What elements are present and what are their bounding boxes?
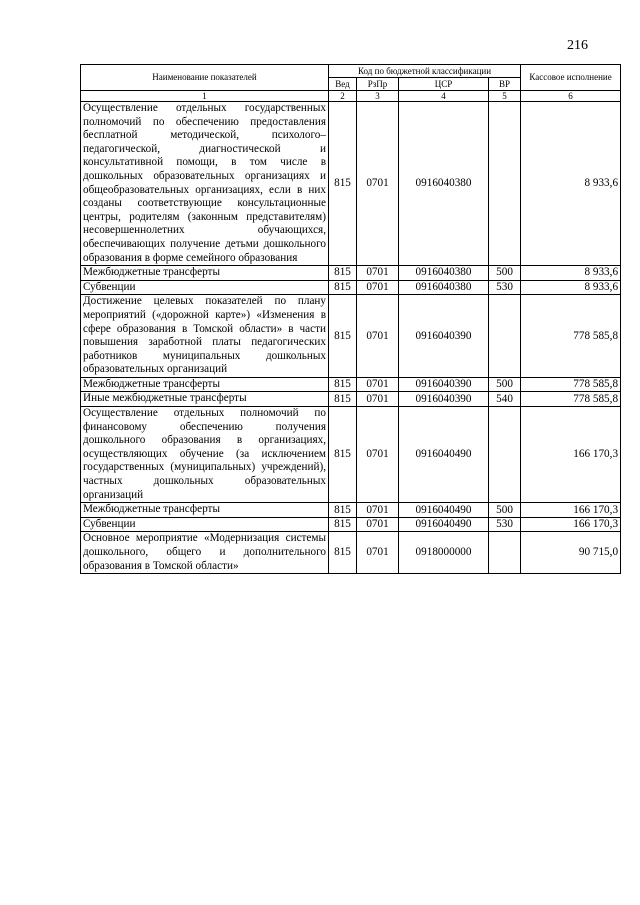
row-name: Основное мероприятие «Модернизация системы дошкольного, общего и дополнительного образования в Томской области» xyxy=(81,532,329,574)
row-vr xyxy=(489,295,521,378)
row-csr: 0916040390 xyxy=(399,392,489,407)
row-vr: 540 xyxy=(489,392,521,407)
row-amount: 778 585,8 xyxy=(521,377,621,392)
page-number: 216 xyxy=(567,38,588,53)
row-csr: 0916040380 xyxy=(399,102,489,266)
col-number: 4 xyxy=(399,91,489,102)
row-name: Межбюджетные трансферты xyxy=(81,266,329,281)
row-amount: 8 933,6 xyxy=(521,280,621,295)
header-code-group: Код по бюджетной классификации xyxy=(329,65,521,78)
row-rzpr: 0701 xyxy=(357,503,399,518)
row-csr: 0918000000 xyxy=(399,532,489,574)
row-ved: 815 xyxy=(329,407,357,503)
header-rzpr: РзПр xyxy=(357,78,399,91)
row-name: Межбюджетные трансферты xyxy=(81,377,329,392)
col-number: 3 xyxy=(357,91,399,102)
row-ved: 815 xyxy=(329,392,357,407)
row-name: Достижение целевых показателей по плану мероприятий («дорожной карте») «Изменения в сфере образования в Томской области» в части повышения заработной платы педагогических работников муниципальных дошкольных образовательных организаций xyxy=(81,295,329,378)
column-number-row xyxy=(81,91,621,102)
row-name: Иные межбюджетные трансферты xyxy=(81,392,329,407)
row-csr: 0916040490 xyxy=(399,517,489,532)
budget-table xyxy=(80,64,621,574)
row-ved: 815 xyxy=(329,266,357,281)
row-csr: 0916040380 xyxy=(399,280,489,295)
row-vr xyxy=(489,102,521,266)
table-row xyxy=(81,280,621,295)
table-row xyxy=(81,295,621,378)
header-cash: Кассовое исполнение xyxy=(521,65,621,91)
header-csr: ЦСР xyxy=(399,78,489,91)
row-amount: 778 585,8 xyxy=(521,295,621,378)
table-row xyxy=(81,392,621,407)
header-ved: Вед xyxy=(329,78,357,91)
col-number: 1 xyxy=(81,91,329,102)
row-ved: 815 xyxy=(329,377,357,392)
row-rzpr: 0701 xyxy=(357,532,399,574)
row-amount: 166 170,3 xyxy=(521,517,621,532)
table-row xyxy=(81,517,621,532)
row-rzpr: 0701 xyxy=(357,295,399,378)
table-row xyxy=(81,407,621,503)
row-rzpr: 0701 xyxy=(357,377,399,392)
table-row xyxy=(81,102,621,266)
row-vr: 530 xyxy=(489,517,521,532)
row-ved: 815 xyxy=(329,280,357,295)
row-amount: 8 933,6 xyxy=(521,102,621,266)
row-amount: 166 170,3 xyxy=(521,407,621,503)
row-ved: 815 xyxy=(329,503,357,518)
row-name: Осуществление отдельных полномочий по финансовому обеспечению получения дошкольного образования в организациях, осуществляющих обучение (за исключением государственных (муниципальных) учреждений), частных дошкольных образовательных организаций xyxy=(81,407,329,503)
table-row xyxy=(81,532,621,574)
row-ved: 815 xyxy=(329,517,357,532)
row-ved: 815 xyxy=(329,295,357,378)
row-vr xyxy=(489,532,521,574)
row-rzpr: 0701 xyxy=(357,266,399,281)
row-vr: 530 xyxy=(489,280,521,295)
row-csr: 0916040490 xyxy=(399,407,489,503)
col-number: 5 xyxy=(489,91,521,102)
row-vr: 500 xyxy=(489,377,521,392)
col-number: 2 xyxy=(329,91,357,102)
row-name: Осуществление отдельных государственных полномочий по обеспечению предоставления бесплатной методической, психолого–педагогической, диагностической и консультативной помощи, в том числе в дошкольных образовательных организациях и общеобразовательных организациях, если в них созданы соответствующие консультационные центры, родителям (законным представителям) несовершеннолетних обучающихся, обеспечивающих получение детьми дошкольного образования в форме семейного образования xyxy=(81,102,329,266)
row-rzpr: 0701 xyxy=(357,102,399,266)
table-row xyxy=(81,503,621,518)
row-csr: 0916040380 xyxy=(399,266,489,281)
row-vr: 500 xyxy=(489,266,521,281)
row-csr: 0916040390 xyxy=(399,377,489,392)
row-vr xyxy=(489,407,521,503)
row-name: Межбюджетные трансферты xyxy=(81,503,329,518)
row-name: Субвенции xyxy=(81,280,329,295)
row-rzpr: 0701 xyxy=(357,392,399,407)
header-name: Наименование показателей xyxy=(81,65,329,91)
row-vr: 500 xyxy=(489,503,521,518)
row-csr: 0916040490 xyxy=(399,503,489,518)
row-rzpr: 0701 xyxy=(357,280,399,295)
table-row xyxy=(81,266,621,281)
row-rzpr: 0701 xyxy=(357,407,399,503)
row-ved: 815 xyxy=(329,102,357,266)
table-row xyxy=(81,377,621,392)
row-name: Субвенции xyxy=(81,517,329,532)
row-amount: 778 585,8 xyxy=(521,392,621,407)
row-amount: 166 170,3 xyxy=(521,503,621,518)
row-ved: 815 xyxy=(329,532,357,574)
table-header xyxy=(81,65,621,102)
header-vr: ВР xyxy=(489,78,521,91)
col-number: 6 xyxy=(521,91,621,102)
row-csr: 0916040390 xyxy=(399,295,489,378)
row-rzpr: 0701 xyxy=(357,517,399,532)
row-amount: 90 715,0 xyxy=(521,532,621,574)
row-amount: 8 933,6 xyxy=(521,266,621,281)
